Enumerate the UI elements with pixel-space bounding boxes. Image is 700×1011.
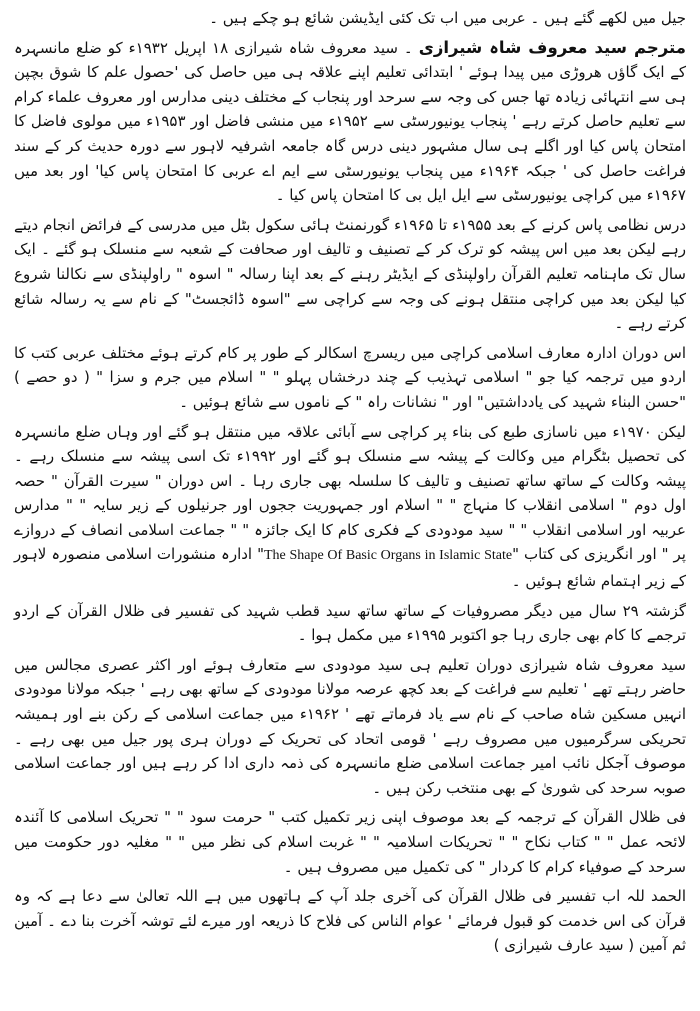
paragraph-5-tail: ادارہ منشورات اسلامی منصورہ لاہور کے زیر اہتمام شائع ہوئیں ۔ (14, 545, 686, 591)
paragraph-6-text: گزشتہ ۲۹ سال میں دیگر مصروفیات کے ساتھ ساتھ سید قطب شہید کی تفسیر فی ظلال القرآن کے اردو ترجمے کا کام بھی جاری رہا جو اکتوبر ۱۹۹۵ء میں مکمل ہوا ۔ (14, 601, 686, 645)
paragraph-5: لیکن ۱۹۷۰ء میں ناسازی طبع کی بناء پر کراچی سے آبائی علاقہ میں منتقل ہو گئے اور وہاں ضلع مانسہرہ کی تحصیل بٹگرام میں وکالت کے پیشہ سے منسلک ہو گئے اور ۱۹۹۲ء تک اسی پیشہ سے منسلک رہے ۔ پیشہ وکالت کے ساتھ ساتھ تصنیف و تالیف کا سلسلہ بھی جاری رہا ۔ اس دوران " سیرت القرآن " حصہ اول دوم " اسلامی انقلاب کا منہاج " " اسلام اور جمہوریت ججوں اور جرنیلوں کے زیر سایہ " " مدارس عربیہ اور اسلامی انقلاب " " سید مودودی کے فکری کام کا ایک جائزہ " " جماعت اسلامی انصاف کے دروازے پر " اور انگریزی کی کتاب "The Shape Of Basic Organs in Islamic State" ادارہ منشورات اسلامی منصورہ لاہور کے زیر اہتمام شائع ہوئیں ۔ (14, 422, 686, 591)
paragraph-1-text: جیل میں لکھے گئے ہیں ۔ عربی میں اب تک کئی ایڈیشن شائع ہو چکے ہیں ۔ (209, 9, 686, 27)
translator-heading: مترجم سید معروف شاہ شیرازی (418, 37, 686, 57)
paragraph-2-text: ۔ سید معروف شاہ شیرازی ۱۸ اپریل ۱۹۳۲ء کو ضلع مانسہرہ کے ایک گاؤں ھروڑی میں پیدا ہوئے ' ابتدائی تعلیم اپنے علاقہ ہی میں حاصل کی 'حصول علم کا شوق بچپن ہی سے انتہائی زیادہ تھا جس کی وجہ سے سرحد اور پنجاب کے مختلف دینی مدارس اور معروف علماء کرام سے تعلیم حاصل کرتے رہے ' پنجاب یونیورسٹی سے ۱۹۵۲ء میں منشی فاضل اور ۱۹۵۳ء میں مولوی فاضل کا امتحان پاس کیا اور اگلے ہی سال مشہور دینی درس گاہ جامعہ اشرفیہ لاہور سے دورہ حدیث کر کے سند فراغت حاصل کی ' جبکہ ۱۹۶۴ء میں پنجاب یونیورسٹی سے ایم اے عربی کا امتحان پاس کیا' اور بعد میں ۱۹۶۷ء میں کراچی یونیورسٹی سے ایل ایل بی کا امتحان پاس کیا ۔ (14, 38, 687, 205)
paragraph-4 (14, 341, 686, 415)
paragraph-3 (14, 213, 686, 336)
paragraph-8 (14, 805, 686, 879)
paragraph-7 (14, 653, 686, 801)
english-book-title: The Shape Of Basic Organs in Islamic State (263, 548, 513, 564)
paragraph-8-text: فی ظلال القرآن کے ترجمہ کے بعد موصوف اپنی زیر تکمیل کتب " حرمت سود " " تحریک اسلامی کا آئندہ لائحہ عمل " " کتاب نکاح " " تحریکات اسلامیہ " " غربت اسلام کی نظر میں " " مغلیہ دور حکومت میں سرحد کے صوفیاء کرام کا کردار " کی تکمیل میں مصروف ہیں ۔ (14, 808, 686, 876)
paragraph-4-text: اس دوران ادارہ معارف اسلامی کراچی میں ریسرچ اسکالر کے طور پر کام کرتے ہوئے مختلف عربی کتب کا اردو میں ترجمہ کیا جو " اسلامی تہذیب کے چند درخشاں پہلو " " اسلام میں جرم و سزا " ( دو حصے ) "حسن البناء شہید کی یادداشتیں" اور " نشانات راہ " کے ناموں سے شائع ہوئیں ۔ (14, 343, 686, 411)
paragraph-5-text: لیکن ۱۹۷۰ء میں ناسازی طبع کی بناء پر کراچی سے آبائی علاقہ میں منتقل ہو گئے اور وہاں ضلع مانسہرہ کی تحصیل بٹگرام میں وکالت کے پیشہ سے منسلک ہو گئے اور ۱۹۹۲ء تک اسی پیشہ سے منسلک رہے ۔ پیشہ وکالت کے ساتھ ساتھ تصنیف و تالیف کا سلسلہ بھی جاری رہا ۔ اس دوران " سیرت القرآن " حصہ اول دوم " اسلامی انقلاب کا منہاج " " اسلام اور جمہوریت ججوں اور جرنیلوں کے زیر سایہ " " مدارس عربیہ اور اسلامی انقلاب " " سید مودودی کے فکری کام کا ایک جائزہ " " جماعت اسلامی انصاف کے دروازے پر " اور انگریزی کی کتاب (14, 422, 686, 564)
paragraph-6 (14, 599, 686, 648)
paragraph-2 (14, 36, 686, 208)
paragraph-1 (14, 6, 686, 31)
paragraph-9 (14, 884, 686, 958)
paragraph-9-text: الحمد للہ اب تفسیر فی ظلال القرآن کی آخری جلد آپ کے ہاتھوں میں ہے اللہ تعالیٰ سے دعا ہے کہ وہ قرآن کی اس خدمت کو قبول فرمائے ' عوام الناس کی فلاح کا ذریعہ اور میرے لئے توشہ آخرت بنا دے ۔ آمین ثم آمین ( سید عارف شیرازی ) (14, 887, 686, 955)
paragraph-7-text: سید معروف شاہ شیرازی دوران تعلیم ہی سید مودودی سے متعارف ہوئے اور اکثر عصری مجالس میں حاضر رہتے تھے ' تعلیم سے فراغت کے بعد کچھ عرصہ مولانا مودودی کے ساتھ بھی رہے ' جبکہ مولانا مودودی انہیں مسکین شاہ صاحب کے نام سے یاد فرماتے تھے ' ۱۹۶۲ء میں جماعت اسلامی کے رکن بنے اور ہمیشہ تحریکی سرگرمیوں میں مصروف رہے ' قومی اتحاد کی تحریک کے دوران ہری پور جیل میں بھی رہے ۔ موصوف آجکل نائب امیر جماعت اسلامی ضلع مانسہرہ کی ذمہ داری ادا کر رہے ہیں اور جماعت اسلامی صوبہ سرحد کی شوریٰ کے بھی منتخب رکن ہیں ۔ (14, 655, 686, 797)
paragraph-3-text: درس نظامی پاس کرنے کے بعد ۱۹۵۵ء تا ۱۹۶۵ء گورنمنٹ ہائی سکول بٹل میں مدرسی کے فرائض انجام دیتے رہے لیکن بعد میں اس پیشہ کو ترک کر کے تصنیف و تالیف اور صحافت کے شعبہ سے منسلک ہو گئے ۔ ایک سال تک ماہنامہ تعلیم القرآن راولپنڈی کے ایڈیٹر رہنے کے بعد اپنا رسالہ " اسوہ " راولپنڈی سے نکالنا شروع کیا لیکن بعد میں کراچی منتقل ہونے کی وجہ سے کراچی سے "اسوہ ڈائجسٹ" کے نام سے یہ رسالہ شائع کرتے رہے ۔ (14, 215, 687, 333)
